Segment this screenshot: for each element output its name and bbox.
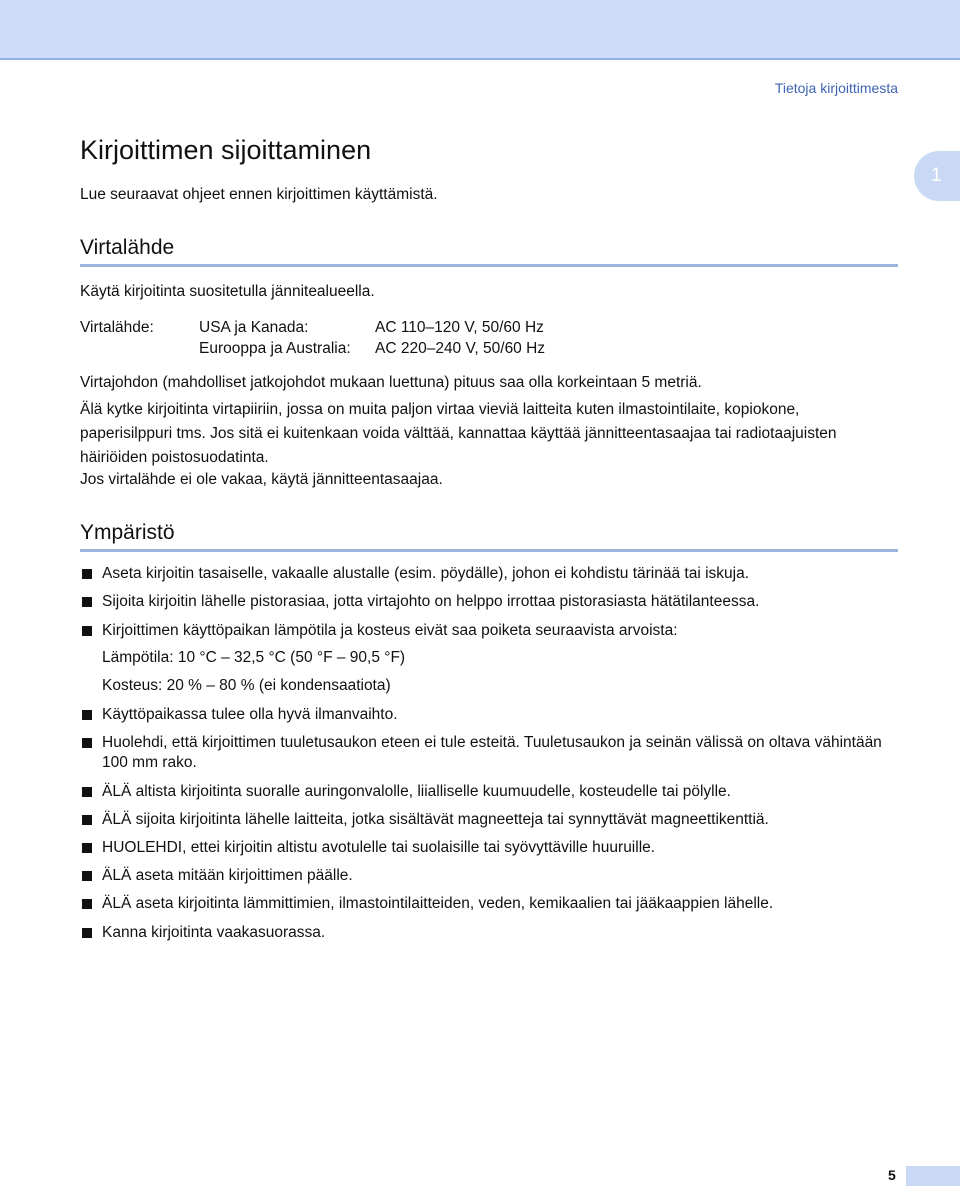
bullet-square-icon (82, 843, 92, 853)
list-item: HUOLEHDI, ettei kirjoitin altistu avotulelle tai suolaisille tai syövyttäville huuruille. (80, 838, 895, 858)
page-number: 5 (888, 1167, 896, 1183)
list-item: Käyttöpaikassa tulee olla hyvä ilmanvaihto. (80, 705, 895, 725)
page-title: Kirjoittimen sijoittaminen (80, 135, 372, 165)
chapter-tab: 1 (914, 151, 960, 201)
bullet-square-icon (82, 899, 92, 909)
section-heading-environment: Ympäristö (80, 521, 898, 552)
spec-region-europe: Eurooppa ja Australia: (199, 340, 351, 357)
list-item: Aseta kirjoitin tasaiselle, vakaalle alustalle (esim. pöydälle), johon ei kohdistu tärinää tai iskuja. (80, 564, 895, 584)
list-item: ÄLÄ altista kirjoitinta suoralle auringonvalolle, liialliselle kuumuudelle, kosteudelle tai pölylle. (80, 782, 895, 802)
bullet-square-icon (82, 815, 92, 825)
list-item: ÄLÄ aseta mitään kirjoittimen päälle. (80, 866, 895, 886)
top-band (0, 0, 960, 60)
list-item: Huolehdi, että kirjoittimen tuuletusaukon eteen ei tule esteitä. Tuuletusaukon ja seinän välissä on oltava vähintään 100 mm rako. (80, 733, 895, 773)
humidity-range: Kosteus: 20 % – 80 % (ei kondensaatiota) (102, 677, 391, 694)
bullet-square-icon (82, 787, 92, 797)
bullet-square-icon (82, 710, 92, 720)
bullet-square-icon (82, 597, 92, 607)
spec-region-usa: USA ja Kanada: (199, 319, 309, 336)
spec-value-europe: AC 220–240 V, 50/60 Hz (375, 340, 546, 357)
bullet-square-icon (82, 569, 92, 579)
intro-text: Lue seuraavat ohjeet ennen kirjoittimen käyttämistä. (80, 186, 438, 203)
list-item: Sijoita kirjoitin lähelle pistorasiaa, jotta virtajohto on helppo irrottaa pistorasiasta hätätilanteessa. (80, 592, 895, 612)
power-lead: Käytä kirjoitinta suositetulla jännitealueella. (80, 283, 375, 300)
page-band (906, 1166, 960, 1186)
power-warning: Älä kytke kirjoitinta virtapiiriin, jossa on muita paljon virtaa vieviä laitteita kuten ilmastointilaite, kopiokone, paperisilppuri tms. Jos sitä ei kuitenkaan voida välttää, kannattaa käyttää jännitteentasaajaa tai radiotaajuisten häiriöiden poistosuodatinta. (80, 401, 837, 466)
section-heading-power: Virtalähde (80, 236, 898, 267)
bullet-square-icon (82, 626, 92, 636)
list-item: Kirjoittimen käyttöpaikan lämpötila ja kosteus eivät saa poiketa seuraavista arvoista: (80, 621, 895, 641)
list-item: ÄLÄ aseta kirjoitinta lämmittimien, ilmastointilaitteiden, veden, kemikaalien tai jääkaappien lähelle. (80, 894, 895, 914)
bullet-square-icon (82, 928, 92, 938)
bullet-square-icon (82, 871, 92, 881)
power-unstable-note: Jos virtalähde ei ole vakaa, käytä jännitteentasaajaa. (80, 471, 443, 488)
spec-value-usa: AC 110–120 V, 50/60 Hz (375, 319, 544, 336)
bullet-square-icon (82, 738, 92, 748)
list-item: Kanna kirjoitinta vaakasuorassa. (80, 923, 895, 943)
temperature-range: Lämpötila: 10 °C – 32,5 °C (50 °F – 90,5 °F) (102, 649, 406, 666)
spec-label: Virtalähde: (80, 319, 154, 336)
list-item: ÄLÄ sijoita kirjoitinta lähelle laitteita, jotka sisältävät magneetteja tai synnyttävät magneettikenttiä. (80, 810, 895, 830)
cord-note: Virtajohdon (mahdolliset jatkojohdot mukaan luettuna) pituus saa olla korkeintaan 5 metriä. (80, 374, 702, 391)
running-head: Tietoja kirjoittimesta (774, 80, 898, 96)
